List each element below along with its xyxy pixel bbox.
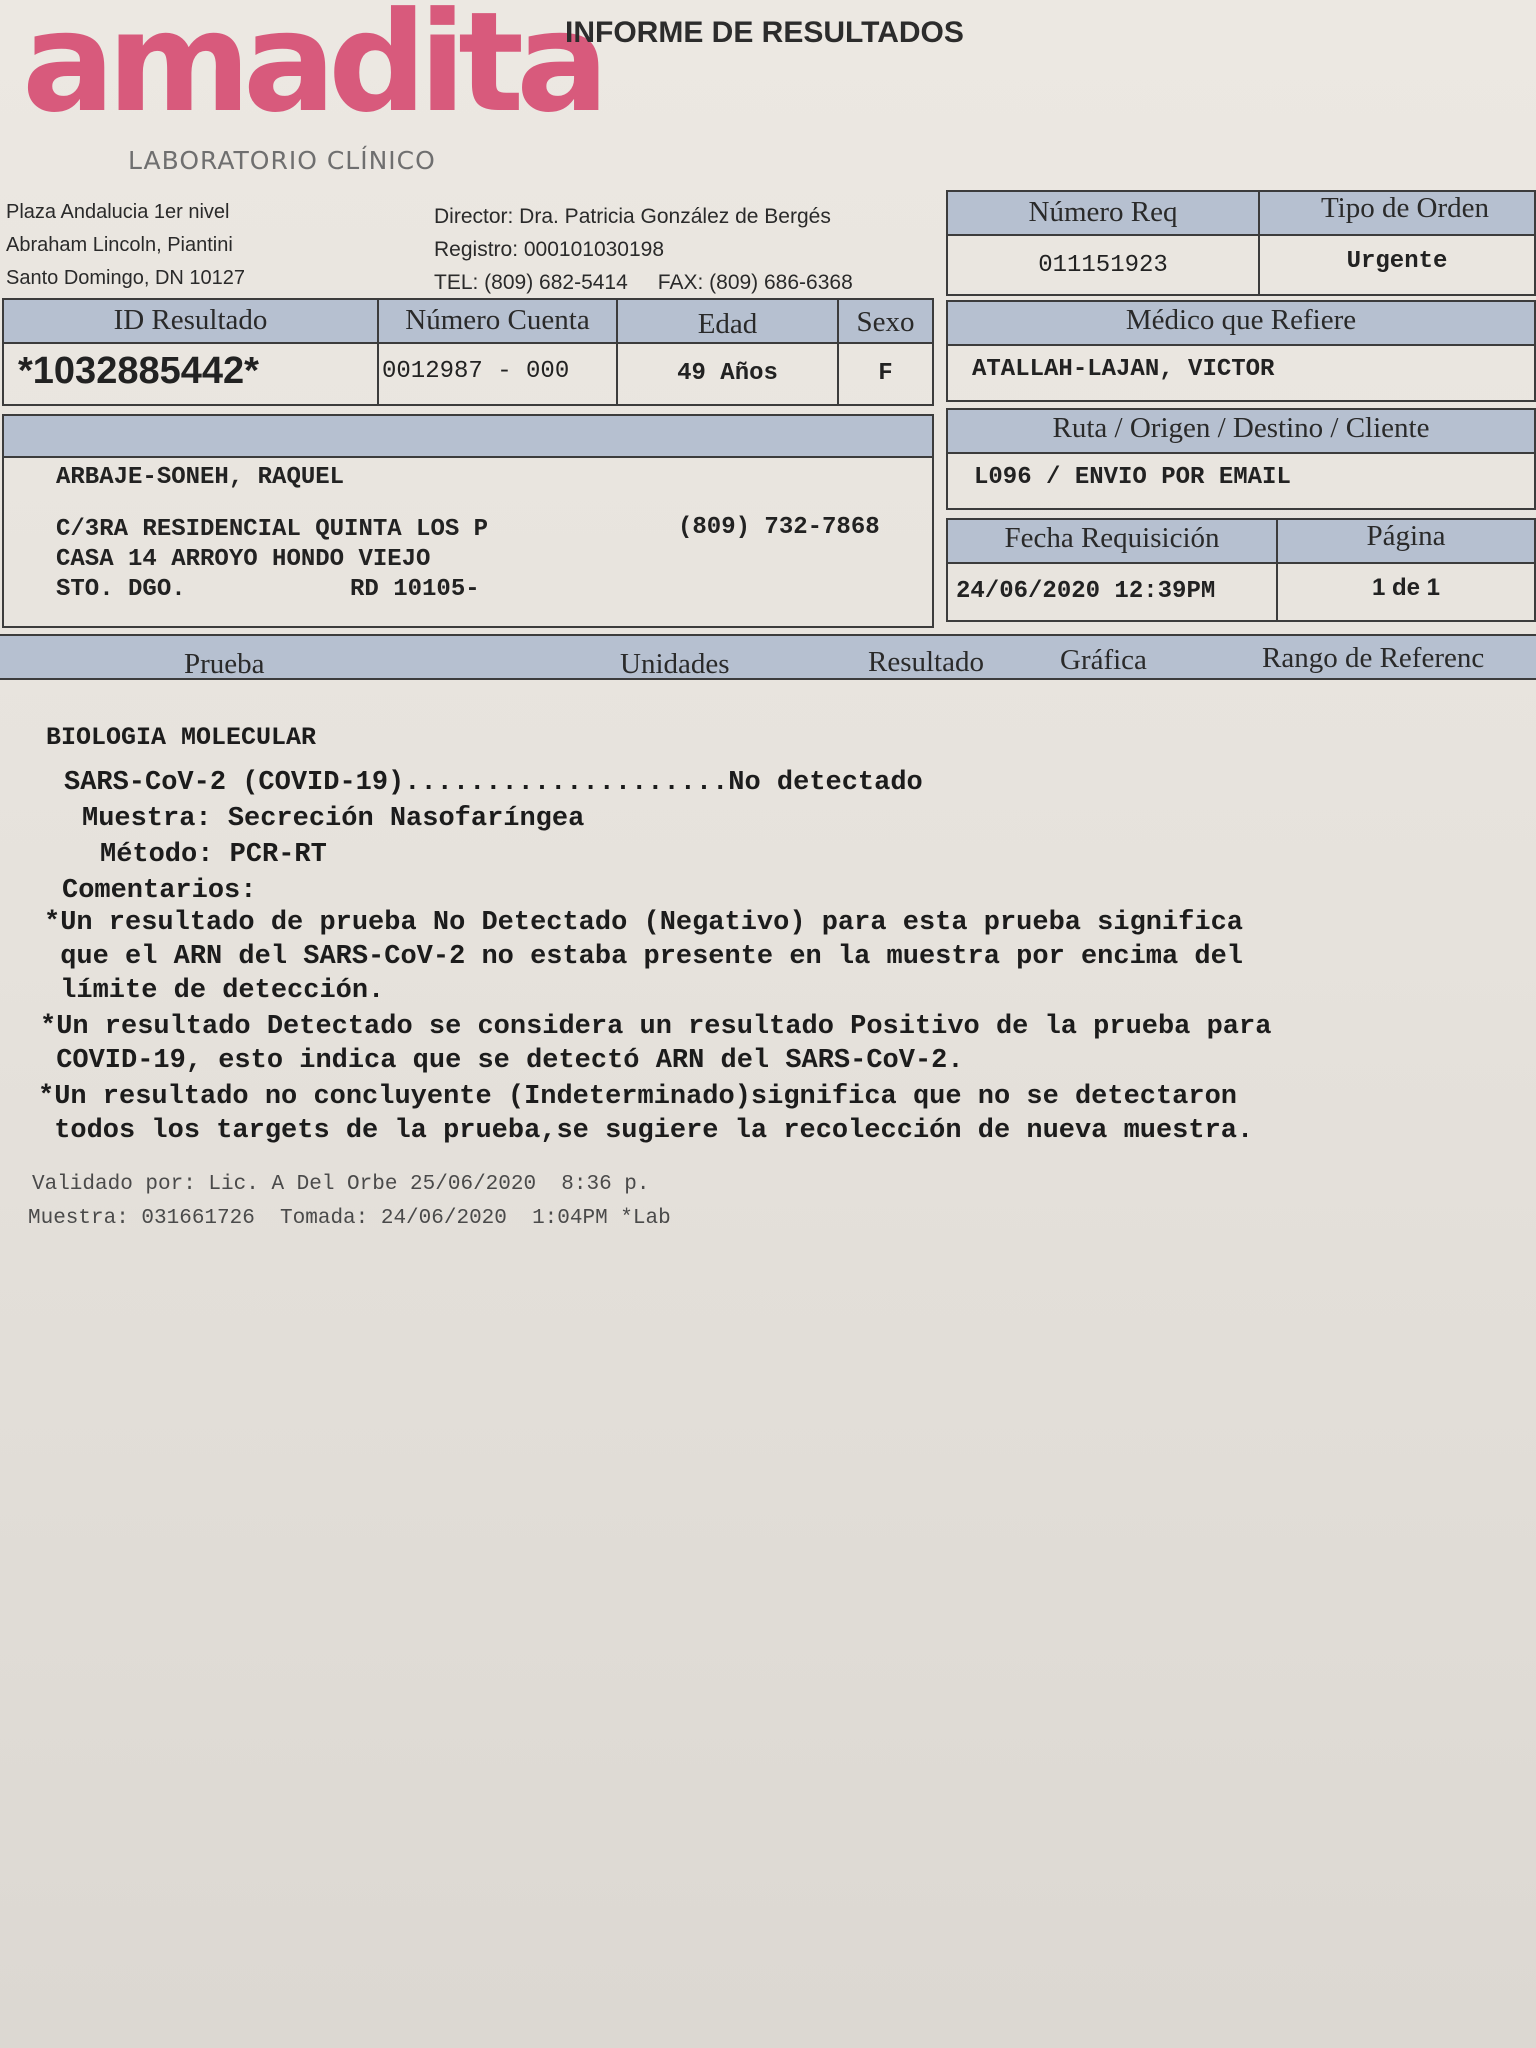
tel: TEL: (809) 682-5414 [434, 271, 628, 294]
comment-line: *Un resultado no concluyente (Indeterminado)significa que no se detectaron [38, 1082, 1237, 1112]
address-line: Abraham Lincoln, Piantini [6, 234, 233, 256]
director-info [434, 200, 853, 299]
section-title: BIOLOGIA MOLECULAR [46, 723, 317, 752]
col-resultado: Resultado [868, 646, 984, 678]
address-line: Santo Domingo, DN 10127 [6, 267, 246, 289]
fecha-label: Fecha Requisición [1004, 522, 1220, 554]
sample-info: Muestra: 031661726 Tomada: 24/06/2020 1:04PM *Lab [28, 1207, 671, 1230]
tipo-orden-label: Tipo de Orden [1320, 192, 1490, 224]
numero-req-label: Número Req [1028, 196, 1178, 228]
edad-label: Edad [697, 308, 758, 340]
fax: FAX: (809) 686-6368 [657, 271, 853, 294]
comment-line: *Un resultado de prueba No Detectado (Negativo) para esta prueba significa [44, 908, 1243, 938]
medico-value: ATALLAH-LAJAN, VICTOR [972, 356, 1275, 383]
comment-line: *Un resultado Detectado se considera un resultado Positivo de la prueba para [40, 1012, 1272, 1042]
registro: Registro: 000101030198 [434, 238, 665, 261]
numero-req-value: 011151923 [1038, 252, 1168, 279]
patient-address-1: C/3RA RESIDENCIAL QUINTA LOS P [56, 516, 489, 543]
comment-line: COVID-19, esto indica que se detectó ARN del SARS-CoV-2. [40, 1046, 964, 1076]
numero-cuenta-value: 0012987 - 000 [382, 358, 570, 385]
patient-name: ARBAJE-SONEH, RAQUEL [56, 464, 345, 491]
contact-phones [434, 266, 853, 299]
method: Método: PCR-RT [100, 840, 327, 870]
sexo-value: F [878, 360, 893, 387]
lab-address [6, 196, 245, 295]
req-box [946, 190, 1536, 296]
comments-label: Comentarios: [62, 876, 257, 906]
ruta-label: Ruta / Origen / Destino / Cliente [1052, 412, 1430, 444]
id-box [2, 298, 934, 406]
fecha-value: 24/06/2020 12:39PM [956, 578, 1216, 605]
director-name: Director: Dra. Patricia González de Bergés [434, 205, 831, 228]
ruta-box [946, 408, 1536, 510]
medico-label: Médico que Refiere [1125, 304, 1357, 336]
col-rango: Rango de Referenc [1262, 642, 1485, 674]
validated-by: Validado por: Lic. A Del Orbe 25/06/2020 8:36 p. [32, 1173, 650, 1196]
fecha-box [946, 518, 1536, 622]
id-resultado-value: *1032885442* [18, 350, 259, 392]
edad-value: 49 Años [677, 360, 778, 387]
report-title: INFORME DE RESULTADOS [565, 16, 964, 49]
comment-line: todos los targets de la prueba,se sugiere la recolección de nueva muestra. [38, 1116, 1254, 1146]
pagina-label: Página [1366, 520, 1446, 552]
patient-postal: RD 10105- [350, 576, 480, 603]
medico-box [946, 300, 1536, 402]
patient-phone: (809) 732-7868 [678, 514, 880, 541]
comment-line: que el ARN del SARS-CoV-2 no estaba presente en la muestra por encima del [44, 942, 1243, 972]
tipo-orden-value: Urgente [1346, 248, 1448, 275]
brand-subtitle: LABORATORIO CLÍNICO [128, 146, 436, 175]
sample-type: Muestra: Secreción Nasofaríngea [82, 804, 585, 834]
pagina-value: 1 de 1 [1371, 574, 1441, 601]
comment-line: límite de detección. [44, 976, 385, 1006]
brand-logo: amadita [22, 0, 602, 143]
id-resultado-label: ID Resultado [113, 304, 268, 336]
patient-box [2, 414, 934, 628]
col-grafica: Gráfica [1060, 644, 1147, 676]
results-column-header [0, 634, 1536, 680]
test-result-line: SARS-CoV-2 (COVID-19)....................No detectado [64, 768, 923, 798]
numero-cuenta-label: Número Cuenta [405, 304, 590, 336]
sexo-label: Sexo [856, 306, 915, 338]
col-prueba: Prueba [184, 648, 265, 680]
col-unidades: Unidades [620, 648, 730, 680]
patient-city: STO. DGO. [56, 576, 186, 603]
patient-address-2: CASA 14 ARROYO HONDO VIEJO [56, 546, 431, 573]
ruta-value: L096 / ENVIO POR EMAIL [974, 464, 1291, 491]
address-line: Plaza Andalucia 1er nivel [6, 201, 230, 223]
